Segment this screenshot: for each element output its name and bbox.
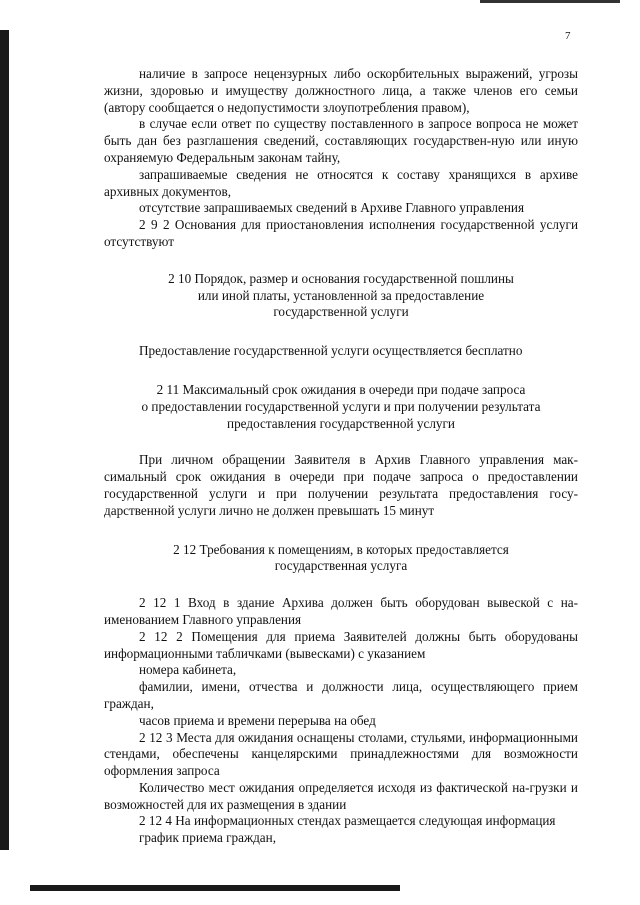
- paragraph: При личном обращении Заявителя в Архив Главного управления мак-симальный срок ожидания в очереди при подаче запроса о предоставлении государственной услуги и при получении результата предоставления госу-дарственной услуги лично не должен превышать 15 минут: [104, 452, 578, 518]
- heading-line: государственной услуги: [273, 304, 409, 320]
- page-number: 7: [565, 30, 571, 42]
- paragraph: 2 9 2 Основания для приостановления исполнения государственной услуги отсутствуют: [104, 217, 578, 249]
- heading-line: 2 11 Максимальный срок ожидания в очереди при подаче запроса: [156, 381, 526, 397]
- paragraph: часов приема и времени перерыва на обед: [139, 712, 376, 728]
- section-heading-2-10: [104, 271, 578, 321]
- paragraph: график приема граждан,: [139, 830, 277, 846]
- heading-line: или иной платы, установленной за предоставление: [197, 287, 485, 303]
- heading-line: предоставления государственной услуги: [227, 415, 455, 431]
- paragraph: 2 12 4 На информационных стендах размещается следующая информация: [139, 813, 556, 829]
- heading-line: государственная услуга: [274, 558, 408, 574]
- scan-edge-left: [0, 30, 9, 850]
- paragraph: номера кабинета,: [139, 662, 237, 678]
- section-heading-2-11: [104, 382, 578, 432]
- heading-line: о предоставлении государственной услуги и при получении результата: [141, 398, 541, 414]
- paragraph: запрашиваемые сведения не относятся к составу хранящихся в архиве архивных документов,: [104, 166, 578, 199]
- section-heading-2-12: [104, 542, 578, 576]
- paragraph: 2 12 1 Вход в здание Архива должен быть оборудован вывеской с на-именованием Главного управления: [104, 595, 578, 627]
- heading-line: 2 12 Требования к помещениям, в которых предоставляется: [173, 541, 509, 557]
- document-body: [104, 66, 578, 847]
- paragraph: Предоставление государственной услуги осуществляется бесплатно: [139, 343, 523, 359]
- paragraph: 2 12 2 Помещения для приема Заявителей должны быть оборудованы информационными табличками (вывесками) с указанием: [104, 628, 578, 661]
- scan-edge-bottom: [30, 885, 400, 891]
- paragraph: отсутствие запрашиваемых сведений в Архиве Главного управления: [139, 200, 525, 216]
- paragraph: фамилии, имени, отчества и должности лица, осуществляющего прием граждан,: [104, 679, 578, 711]
- paragraph: 2 12 3 Места для ожидания оснащены столами, стульями, информационными стендами, обеспечены канцелярскими принадлежностями для возможности оформления запроса: [104, 729, 578, 779]
- scan-edge-top: [480, 0, 620, 3]
- paragraph: наличие в запросе нецензурных либо оскорбительных выражений, угрозы жизни, здоровью и имуществу должностного лица, а также членов его семьи (автору сообщается о недопустимости злоупотребления правом),: [104, 66, 578, 115]
- heading-line: 2 10 Порядок, размер и основания государственной пошлины: [168, 270, 514, 286]
- paragraph: в случае если ответ по существу поставленного в запросе вопроса не может быть дан без разглашения сведений, составляющих государствен-ную или иную охраняемую Федеральным законам тайну,: [104, 116, 578, 165]
- paragraph: Количество мест ожидания определяется исходя из фактической на-грузки и возможностей для их размещения в здании: [104, 779, 578, 812]
